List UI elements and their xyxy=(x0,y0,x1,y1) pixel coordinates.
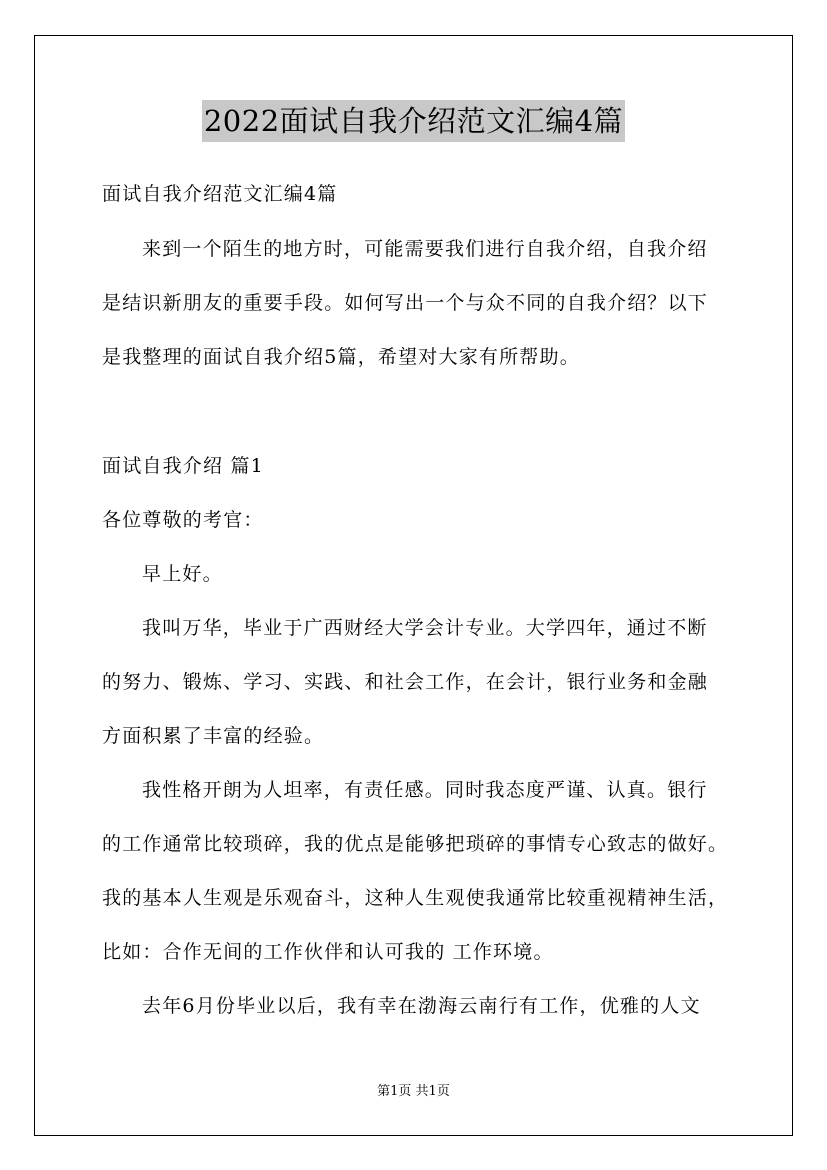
salutation: 各位尊敬的考官： xyxy=(102,509,264,531)
document-subtitle: 面试自我介绍范文汇编4篇 xyxy=(102,183,338,205)
page-number-footer: 第1页 共1页 xyxy=(377,1084,450,1099)
greeting: 早上好。 xyxy=(142,563,223,585)
paragraph-2-line-1: 我性格开朗为人坦率，有责任感。同时我态度严谨、认真。银行 xyxy=(142,779,708,801)
paragraph-2-line-3: 我的基本人生观是乐观奋斗，这种人生观使我通常比较重视精神生活， xyxy=(102,887,729,909)
paragraph-2-line-4: 比如：合作无间的工作伙伴和认可我的 工作环境。 xyxy=(102,941,554,963)
section-heading: 面试自我介绍 篇1 xyxy=(102,455,264,477)
document-title xyxy=(0,100,827,142)
paragraph-3-line-1: 去年6月份毕业以后，我有幸在渤海云南行有工作，优雅的人文 xyxy=(142,995,701,1017)
paragraph-2-line-2: 的工作通常比较琐碎，我的优点是能够把琐碎的事情专心致志的做好。 xyxy=(102,833,729,855)
intro-line-2: 是结识新朋友的重要手段。如何写出一个与众不同的自我介绍？以下 xyxy=(102,292,709,314)
paragraph-1-line-2: 的努力、锻炼、学习、实践、和社会工作，在会计，银行业务和金融 xyxy=(102,671,709,693)
document-title-text: 2022面试自我介绍范文汇编4篇 xyxy=(202,100,625,142)
paragraph-1-line-1: 我叫万华，毕业于广西财经大学会计专业。大学四年，通过不断 xyxy=(142,617,708,639)
intro-line-1: 来到一个陌生的地方时，可能需要我们进行自我介绍，自我介绍 xyxy=(142,238,708,260)
intro-line-3: 是我整理的面试自我介绍5篇，希望对大家有所帮助。 xyxy=(102,346,580,368)
paragraph-1-line-3: 方面积累了丰富的经验。 xyxy=(102,725,325,747)
